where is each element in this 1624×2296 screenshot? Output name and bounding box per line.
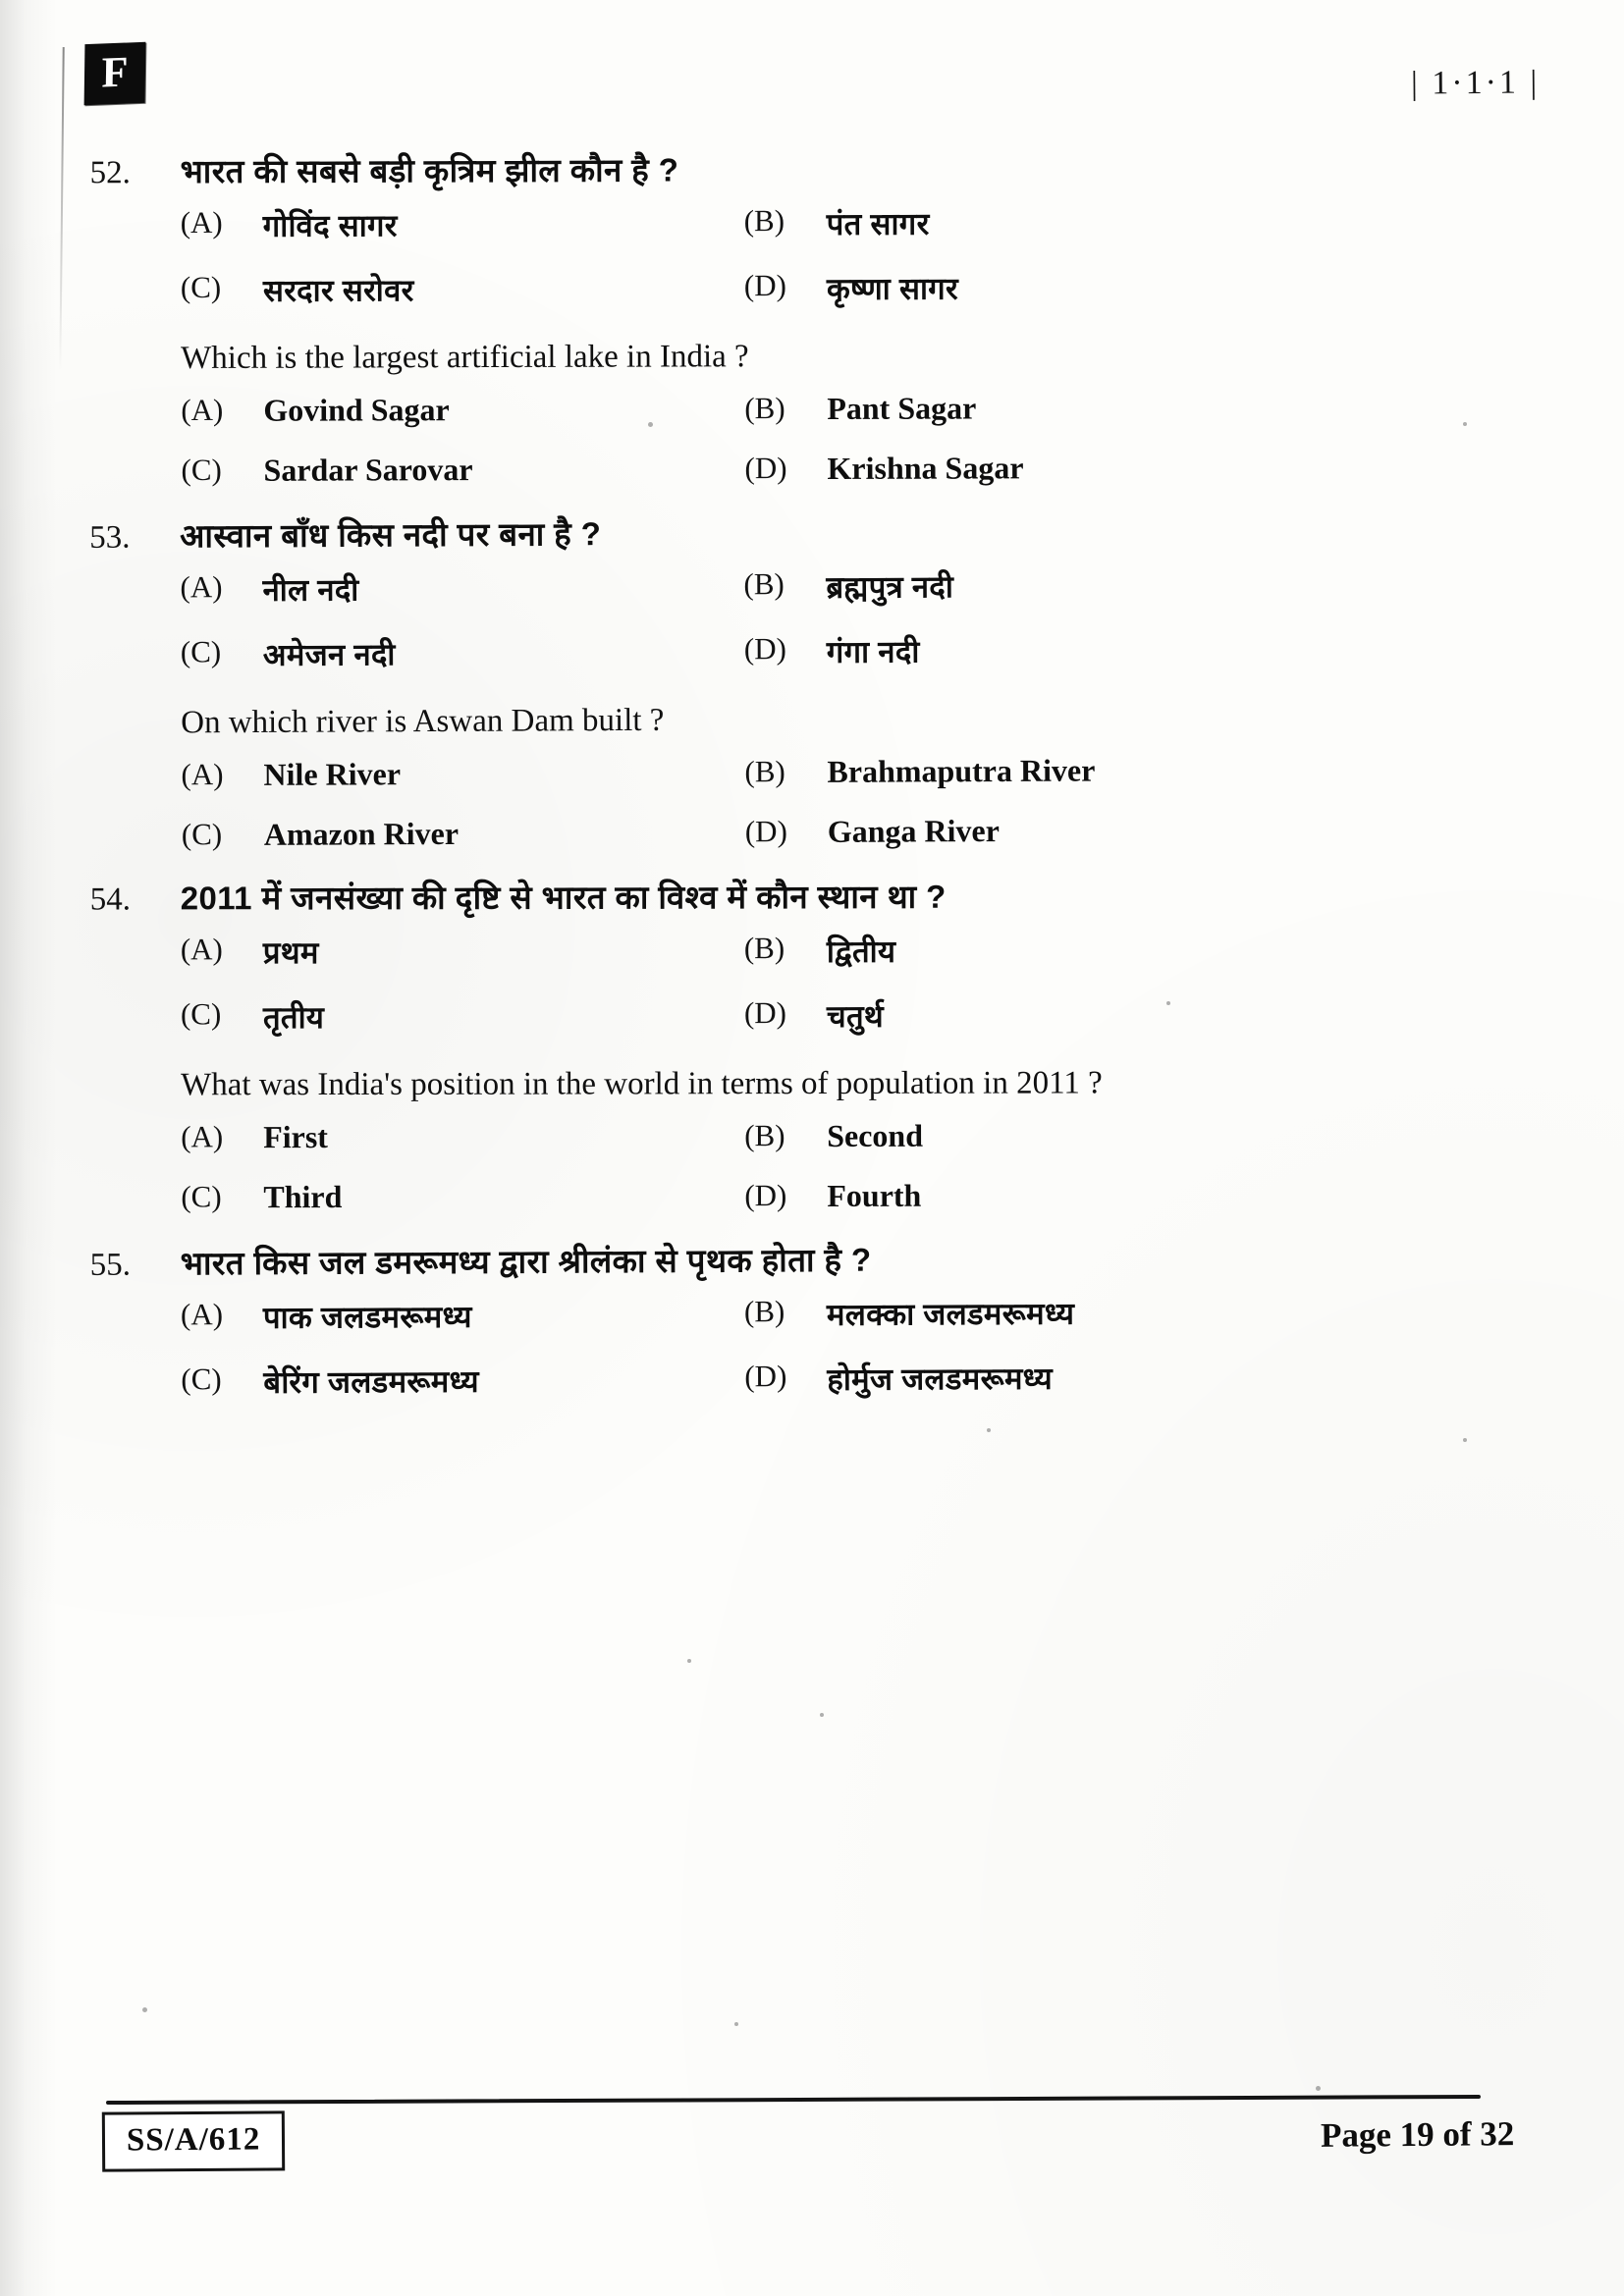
options-english [0,750,1624,855]
option-a[interactable] [181,755,744,794]
option-label: प्रथम [262,934,319,970]
option-key: (A) [180,931,223,966]
option-key: (D) [744,814,787,850]
option-b[interactable] [744,389,1555,428]
question-hindi-line [0,1234,1624,1289]
question-number: 53. [89,519,131,557]
options-hindi [0,929,1624,1038]
option-row [181,1176,1555,1215]
option-key: (B) [744,754,785,790]
scan-speck [142,2007,147,2012]
option-row [182,811,1556,854]
option-row [181,389,1555,429]
question-text-english: On which river is Aswan Dam built ? [181,703,665,741]
option-row [180,562,1554,611]
option-d[interactable] [744,265,1555,309]
option-label: कृष्णा सागर [826,271,959,306]
option-label: Nile River [263,756,402,793]
option-key: (B) [743,1294,785,1329]
option-label: Govind Sagar [263,392,450,429]
option-label: पंत सागर [826,206,930,241]
scan-speck [1463,1438,1467,1442]
option-key: (D) [743,267,786,303]
option-key: (C) [181,453,222,488]
option-d[interactable] [744,627,1555,672]
scan-speck [1166,1001,1170,1005]
question-text-english: Which is the largest artificial lake in India ? [181,339,749,376]
option-key: (C) [181,1362,222,1397]
option-label: मलक्का जलडमरूमध्य [826,1296,1075,1332]
page-marker: | 1·1·1 | [1410,64,1541,102]
question-block-54 [0,873,1624,1216]
option-row [181,751,1555,794]
page-header [0,0,1624,147]
scan-speck [1316,2086,1321,2091]
option-label: Sardar Sarovar [263,452,473,489]
option-c[interactable] [181,632,744,676]
question-list [0,147,1624,1423]
question-english-line [0,330,1624,384]
question-block-52 [0,144,1624,490]
footer-divider [106,2095,1481,2105]
question-number: 55. [89,1247,132,1283]
option-key: (C) [181,817,223,853]
option-key: (B) [744,391,785,426]
option-b[interactable] [744,751,1555,791]
option-b[interactable] [744,200,1555,244]
option-key: (A) [180,569,223,605]
option-b[interactable] [744,929,1555,972]
option-row [181,265,1555,310]
question-block-55 [0,1234,1624,1405]
option-c[interactable] [181,1178,744,1215]
question-hindi-line [0,507,1623,561]
scan-speck [734,2022,738,2026]
option-label: अमेजन नदी [262,637,396,673]
question-number-spacer [90,335,181,341]
question-english-line [0,692,1624,749]
option-key: (D) [744,1359,787,1394]
option-c[interactable] [181,995,744,1038]
option-key: (A) [181,393,224,428]
scan-speck [987,1428,991,1432]
option-c[interactable] [181,1359,744,1403]
scan-speck [687,1659,691,1663]
scan-speck [648,422,653,427]
option-label: गोविंद सागर [262,208,398,243]
option-label: Second [827,1117,924,1154]
option-label: द्वितीय [826,934,896,969]
option-label: नील नदी [262,572,359,609]
option-key: (D) [743,631,786,667]
question-text-hindi: भारत की सबसे बड़ी कृत्रिम झील कौन है ? [180,151,679,190]
option-label: पाक जलडमरूमध्य [262,1299,472,1335]
option-label: ब्रह्मपुत्र नदी [826,569,954,606]
question-number: 54. [89,881,131,918]
option-d[interactable] [744,993,1555,1037]
question-english-line [0,1058,1624,1110]
question-text-english: What was India's position in the world in terms of population in 2011 ? [181,1064,1103,1102]
option-key: (A) [181,1119,224,1154]
option-key: (D) [744,451,787,486]
option-key: (B) [744,1118,785,1153]
option-row [181,1116,1555,1155]
option-b[interactable] [743,562,1554,608]
scan-speck [1463,422,1467,426]
option-d[interactable] [744,1355,1555,1400]
question-text-hindi: आस्वान बाँध किस नदी पर बना है ? [180,515,602,555]
option-label: Amazon River [263,816,460,853]
booklet-series-letter: F [101,47,129,97]
option-label: चतुर्थ [826,998,885,1034]
options-hindi [0,562,1624,677]
option-d[interactable] [744,449,1555,488]
question-number-spacer [90,1061,181,1067]
option-label: गंगा नदी [826,634,920,670]
option-row [181,1355,1555,1403]
question-number-spacer [90,700,181,706]
option-label: तृतीय [262,999,325,1035]
option-key: (A) [180,204,223,240]
option-a[interactable] [181,1294,744,1338]
option-label: Krishna Sagar [827,450,1024,487]
option-row [181,993,1555,1038]
options-hindi [0,200,1624,311]
option-c[interactable] [182,815,745,854]
option-label: Pant Sagar [827,390,977,427]
question-text-hindi: भारत किस जल डमरूमध्य द्वारा श्रीलंका से पृथक होता है ? [180,1241,872,1282]
question-block-53 [0,507,1624,855]
option-row [181,627,1555,675]
option-row [181,929,1555,973]
option-d[interactable] [744,1176,1555,1214]
option-key: (C) [180,269,222,304]
option-a[interactable] [181,1118,744,1155]
options-english [0,1116,1624,1215]
option-a[interactable] [181,931,744,973]
page-footer [0,2098,1624,2245]
option-label: Third [263,1179,343,1215]
scan-speck [820,1713,824,1717]
option-a[interactable] [181,203,744,246]
option-label: Brahmaputra River [827,753,1096,790]
option-label: बेरिंग जलडमरूमध्य [263,1363,479,1400]
options-english [0,389,1624,490]
option-key: (A) [181,757,224,793]
option-key: (D) [744,1178,787,1213]
option-key: (C) [180,634,222,669]
option-key: (A) [180,1297,224,1332]
question-number: 52. [89,155,131,191]
option-d[interactable] [745,811,1556,851]
option-row [181,200,1555,245]
option-label: Ganga River [827,813,1000,850]
option-a[interactable] [180,567,743,612]
question-hindi-line [0,144,1624,195]
option-row [181,449,1555,489]
booklet-series-badge [84,42,146,105]
option-label: First [263,1119,328,1155]
option-c[interactable] [181,268,744,311]
question-text-hindi: 2011 में जनसंख्या की दृष्टि से भारत का विश्व में कौन स्थान था ? [180,878,947,917]
option-row [181,1290,1555,1338]
option-key: (B) [743,930,785,965]
question-hindi-line [0,873,1624,922]
option-key: (C) [181,1179,222,1214]
options-hindi [0,1290,1624,1405]
option-key: (D) [743,994,787,1030]
option-b[interactable] [744,1116,1555,1154]
option-label: होर्मुज जलडमरूमध्य [827,1361,1054,1397]
option-key: (B) [743,202,785,239]
option-label: सरदार सरोवर [262,273,414,308]
paper-code-box: SS/A/612 [102,2110,286,2171]
option-key: (B) [743,566,785,602]
page-number: Page 19 of 32 [1320,2114,1515,2155]
option-b[interactable] [744,1290,1555,1335]
option-c[interactable] [181,452,744,490]
option-key: (C) [180,995,222,1031]
option-a[interactable] [181,392,744,430]
option-label: Fourth [827,1177,922,1214]
